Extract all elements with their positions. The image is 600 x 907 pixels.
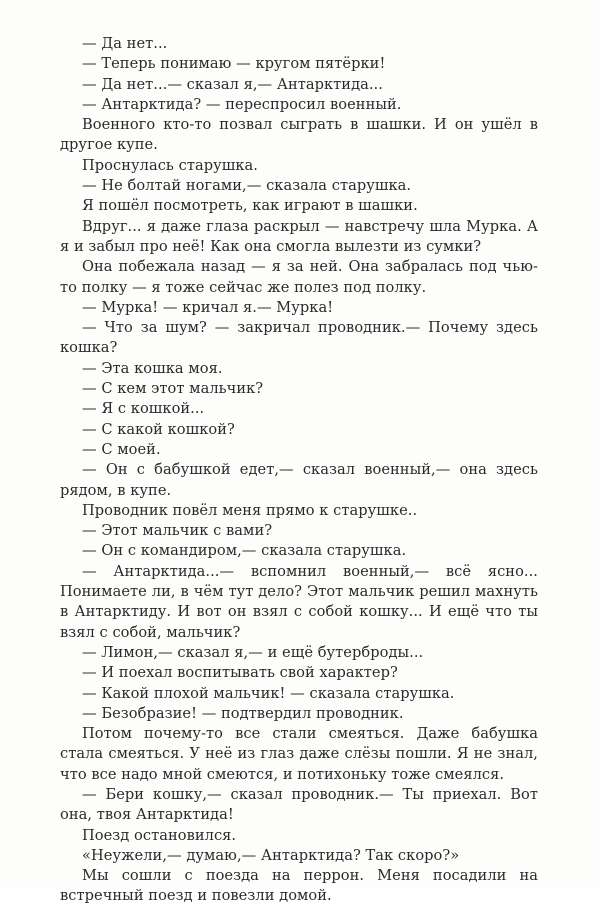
paragraph: — Да нет...— сказал я,— Антарктида... (82, 75, 383, 93)
paragraph: «Неужели,— думаю,— Антарктида? Так скоро?» (82, 846, 460, 864)
paragraph: — Он с бабушкой едет,— сказал военный,— она здесь рядом, в купе. (60, 461, 538, 499)
paragraph: Мы сошли с поезда на перрон. Меня посадили на встречный поезд и повезли домой. (60, 867, 538, 905)
paragraph: Я пошёл посмотреть, как играют в шашки. (82, 197, 418, 215)
paragraph: — Безобразие! — подтвердил проводник. (82, 704, 404, 722)
paragraph: — Теперь понимаю — кругом пятёрки! (82, 55, 386, 73)
text-column (60, 34, 538, 907)
paragraph: — Он с командиром,— сказала старушка. (82, 542, 407, 560)
paragraph: — Антарктида? — переспросил военный. (82, 95, 402, 113)
paragraph: — Лимон,— сказал я,— и ещё бутерброды... (82, 643, 424, 661)
paragraph: — Этот мальчик с вами? (82, 522, 273, 540)
paragraph: Проводник повёл меня прямо к старушке.. (82, 501, 418, 519)
paragraph: — Какой плохой мальчик! — сказала старушка. (82, 684, 455, 702)
paragraph: — Да нет... (82, 35, 168, 52)
paragraph: Поезд остановился. (82, 826, 237, 844)
paragraph: — С моей. (82, 440, 161, 458)
paragraph: Вдруг... я даже глаза раскрыл — навстречу шла Мурка. А я и забыл про неё! Как она смогла вылезти из сумки? (60, 217, 538, 255)
paragraph: Военного кто-то позвал сыграть в шашки. И он ушёл в другое купе. (60, 116, 538, 154)
paragraph: — Антарктида...— вспомнил военный,— всё ясно... Понимаете ли, в чём тут дело? Этот мальчик решил махнуть в Антарктиду. И вот он взял с собой кошку... И ещё что ты взял с собой, мальчик? (60, 562, 538, 641)
paragraph: Потом почему-то все стали смеяться. Даже бабушка стала смеяться. У неё из глаз даже слёзы пошли. Я не знал, что все надо мной смеются, и потихоньку тоже смеялся. (60, 725, 538, 783)
paragraph: — Что за шум? — закричал проводник.— Почему здесь кошка? (60, 319, 538, 357)
paragraph: Проснулась старушка. (82, 156, 258, 174)
paragraph: — С какой кошкой? (82, 420, 235, 438)
paragraph: — С кем этот мальчик? (82, 380, 264, 398)
paragraph: — Бери кошку,— сказал проводник.— Ты приехал. Вот она, твоя Антарктида! (60, 785, 538, 824)
paragraph: — Мурка! — кричал я.— Мурка! (82, 298, 334, 316)
paragraph: — И поехал воспитывать свой характер? (82, 664, 398, 682)
paragraph: — Эта кошка моя. (82, 359, 223, 377)
paragraph: — Не болтай ногами,— сказала старушка. (82, 177, 412, 195)
paragraph: Она побежала назад — я за ней. Она забралась под чью-то полку — я тоже сейчас же полез под полку. (60, 258, 538, 296)
paragraph: — Я с кошкой... (82, 400, 205, 418)
